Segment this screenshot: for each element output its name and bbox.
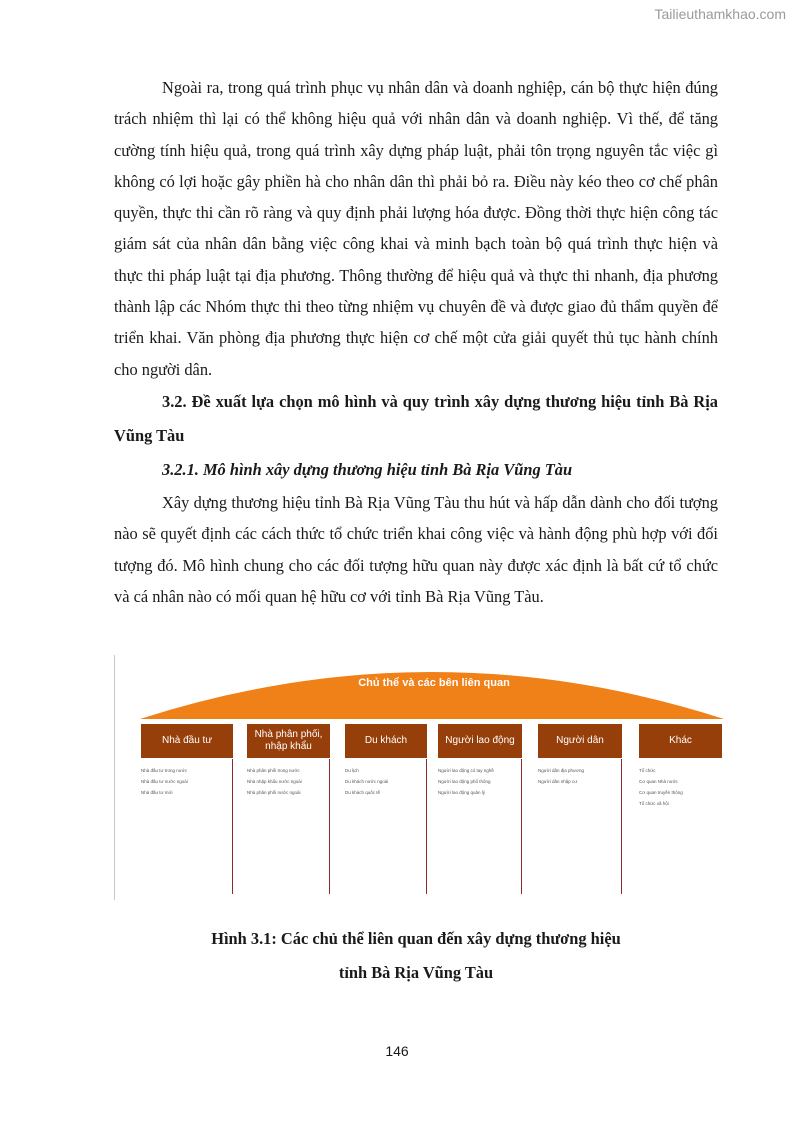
list-item: Nhà phân phối trong nước [247, 768, 300, 773]
section-heading: 3.2. Đề xuất lựa chọn mô hình và quy trình xây dựng thương hiệu tỉnh Bà Rịa Vũng Tàu [114, 391, 718, 445]
list-item: Nhà phân phối nước ngoài [247, 790, 301, 795]
list-item: Cơ quan truyền thông [639, 790, 683, 795]
stakeholder-column-tourists [345, 724, 427, 894]
column-list [247, 768, 302, 801]
column-header: Khác [639, 724, 722, 758]
list-item: Tổ chức [639, 768, 656, 773]
column-list [438, 768, 494, 801]
column-divider [521, 759, 522, 894]
figure-caption-line-2: tỉnh Bà Rịa Vũng Tàu [338, 963, 494, 982]
column-divider [329, 759, 330, 894]
list-item: Nhà đầu tư nước ngoài [141, 779, 188, 784]
list-item: Người lao động quản lý [438, 790, 485, 795]
paragraph-2: Xây dựng thương hiệu tỉnh Bà Rịa Vũng Tàu thu hút và hấp dẫn dành cho đối tượng nào sẽ quyết định các cách thức tổ chức triển khai công việc và hành động phù hợp với đối tượng đó. Mô hình chung cho các đối tượng hữu quan này được xác định là bất cứ tổ chức và cá nhân nào có mối quan hệ hữu cơ với tỉnh Bà Rịa Vũng Tàu. [114, 492, 718, 606]
banner-label: Chủ thể và các bên liên quan [358, 677, 510, 689]
stakeholder-column-distributors [247, 724, 330, 894]
column-divider [426, 759, 427, 894]
list-item: Du khách nước ngoài [345, 779, 389, 784]
column-header: Nhà phân phối, nhập khẩu [247, 724, 330, 758]
list-item: Nhà nhập khẩu nước ngoài [247, 779, 302, 784]
list-item: Du lịch [345, 768, 359, 773]
list-item: Người dân nhập cư [538, 779, 578, 784]
column-list [538, 768, 584, 790]
column-divider [621, 759, 622, 894]
list-item: Tổ chức xã hội [639, 801, 669, 806]
list-item: Người lao động có tay nghề [438, 768, 494, 773]
figure-border-line [114, 655, 115, 900]
list-item: Du khách quốc tế [345, 790, 381, 795]
stakeholder-column-workers [438, 724, 522, 894]
stakeholder-diagram [114, 655, 726, 900]
watermark-text: Tailieuthamkhao.com [654, 6, 786, 22]
figure-caption-line-1: Hình 3.1: Các chủ thể liên quan đến xây dựng thương hiệu [211, 929, 621, 948]
column-header: Du khách [345, 724, 427, 758]
paragraph-1: Ngoài ra, trong quá trình phục vụ nhân dân và doanh nghiệp, cán bộ thực hiện đúng trách nhiệm thì lại có thể không hiệu quả với nhân dân và doanh nghiệp. Vì thế, để tăng cường tính hiệu quả, trong quá trình xây dựng pháp luật, phải tôn trọng nguyên tắc việc gì không có lợi hoặc gây phiền hà cho nhân dân thì phải bỏ ra. Điều này kéo theo cơ chế phân quyền, thực thi cần rõ ràng và quy định phải lượng hóa được. Đồng thời thực hiện công tác giám sát của nhân dân bằng việc công khai và minh bạch toàn bộ quá trình thực hiện và thực thi pháp luật tại địa phương. Thông thường để hiệu quả và thực thi nhanh, địa phương thành lập các Nhóm thực thi theo từng nhiệm vụ chuyên đề và được giao đủ thẩm quyền để triển khai. Văn phòng địa phương thực hiện cơ chế một cửa giải quyết thủ tục hành chính cho người dân. [114, 78, 718, 379]
list-item: Nhà đầu tư mới [141, 790, 173, 795]
list-item: Người dân địa phương [538, 768, 584, 773]
page-number: 146 [385, 1043, 409, 1059]
column-list [639, 768, 683, 812]
stakeholder-column-residents [538, 724, 622, 894]
subsection-heading: 3.2.1. Mô hình xây dựng thương hiệu tỉnh Bà Rịa Vũng Tàu [162, 459, 573, 479]
stakeholder-column-others [639, 724, 722, 894]
banner-arc [140, 665, 724, 725]
list-item: Cơ quan Nhà nước [639, 779, 678, 784]
stakeholder-column-investors [141, 724, 233, 894]
list-item: Nhà đầu tư trong nước [141, 768, 187, 773]
column-list [345, 768, 388, 801]
column-divider [232, 759, 233, 894]
column-list [141, 768, 188, 801]
list-item: Người lao động phổ thông [438, 779, 491, 784]
page-content [114, 72, 718, 612]
column-header: Nhà đầu tư [141, 724, 233, 758]
column-header: Người lao động [438, 724, 522, 758]
column-header: Người dân [538, 724, 622, 758]
